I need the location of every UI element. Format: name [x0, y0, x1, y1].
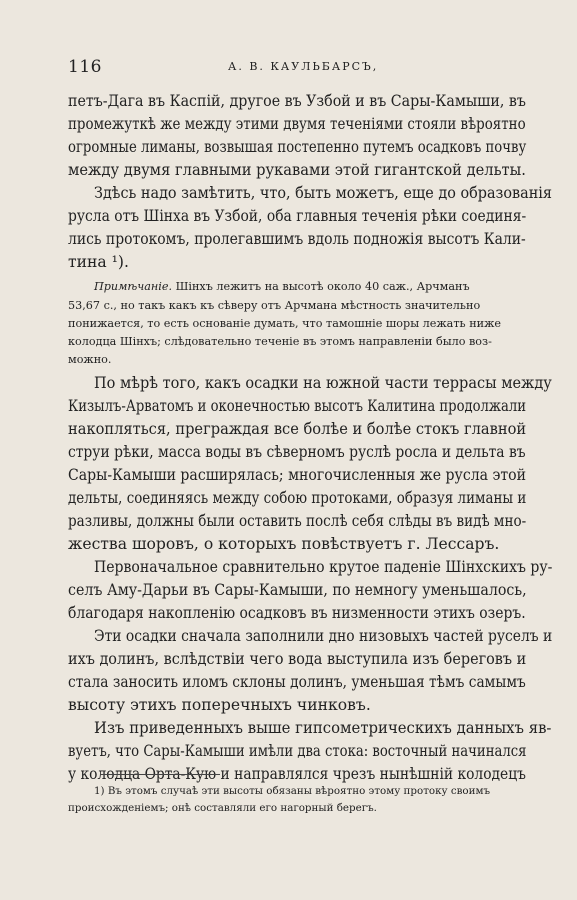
body-line: Эти осадки сначала заполнили дно низовыхъ частей руселъ и	[94, 627, 553, 645]
footnote-rule	[100, 774, 220, 775]
body-line: благодаря накопленiю осадковъ въ низменности этихъ озеръ.	[68, 604, 526, 622]
note-line: колодца Шiнхъ; слѣдовательно теченiе въ этомъ направленiи было воз-	[68, 335, 492, 348]
body-line: Здѣсь надо замѣтить, что, быть можетъ, еще до образованiя	[94, 184, 552, 202]
body-line: вуетъ, что Сары-Камыши имѣли два стока: восточный начинался	[68, 742, 527, 760]
running-title: А. В. КАУЛЬБАРСЪ,	[228, 60, 379, 73]
note-line: можно.	[68, 353, 112, 366]
body-line: высоту этихъ поперечныхъ чинковъ.	[68, 696, 371, 714]
body-line: Первоначальное сравнительно крутое паденiе Шiнхскихъ ру-	[94, 558, 553, 576]
body-line: накопляться, преграждая все болѣе и болѣе стокъ главной	[68, 420, 527, 438]
body-line: селъ Аму-Дарьи въ Сары-Камыши, по немногу уменьшалось,	[68, 581, 527, 599]
body-line: петъ-Дага въ Каспiй, другое въ Узбой и въ Сары-Камыши, въ	[68, 92, 526, 110]
body-line: Изъ приведенныхъ выше гипсометрическихъ данныхъ яв-	[94, 719, 552, 737]
body-line: жества шоровъ, о которыхъ повѣствуетъ г. Лессаръ.	[68, 535, 500, 553]
body-line: разливы, должны были оставить послѣ себя слѣды въ видѣ мно-	[68, 512, 527, 530]
body-line: ихъ долинъ, вслѣдствiи чего вода выступила изъ береговъ и	[68, 650, 527, 668]
body-line: тина ¹).	[68, 253, 129, 271]
body-line: По мѣрѣ того, какъ осадки на южной части террасы между	[94, 374, 552, 392]
page-number: 116	[68, 57, 102, 77]
footnote-line: происхожденiемъ; онѣ составляли его нагорный берегъ.	[68, 802, 377, 814]
footnote-line: 1) Въ этомъ случаѣ эти высоты обязаны вѣроятно этому протоку своимъ	[94, 785, 491, 797]
note-line: 53,67 с., но такъ какъ къ сѣверу отъ Арчмана мѣстность значительно	[68, 299, 481, 312]
note-line	[94, 281, 470, 292]
body-line: Кизылъ-Арватомъ и оконечностью высотъ Калитина продолжали	[68, 397, 527, 415]
body-line: дельты, соединяясь между собою протоками, образуя лиманы и	[68, 489, 527, 507]
body-line: русла отъ Шiнха въ Узбой, оба главныя теченiя рѣки соединя-	[68, 207, 527, 225]
body-line: струи рѣки, масса воды въ сѣверномъ руслѣ росла и дельта въ	[68, 443, 526, 461]
body-line: между двумя главными рукавами этой гигантской дельты.	[68, 161, 526, 179]
body-line: у колодца Орта-Кую и направлялся чрезъ нынѣшнiй колодецъ	[68, 765, 526, 783]
body-line: лись протокомъ, пролегавшимъ вдоль подножiя высотъ Кали-	[68, 230, 526, 248]
body-line: огромные лиманы, возвышая постепенно путемъ осадковъ почву	[68, 138, 527, 156]
body-line: стала заносить иломъ склоны долинъ, уменьшая тѣмъ самымъ	[68, 673, 526, 691]
body-line: Сары-Камыши расширялась; многочисленныя же русла этой	[68, 466, 527, 484]
body-line: промежуткѣ же между этими двумя теченiями стояли вѣроятно	[68, 115, 526, 133]
note-line: понижается, то есть основанiе думать, что тамошнiе шоры лежать ниже	[68, 317, 502, 330]
note-text: Шiнхъ лежитъ на высотѣ около 40 саж., Арчманъ	[175, 280, 470, 293]
note-label: Примѣчанiе.	[94, 280, 173, 293]
